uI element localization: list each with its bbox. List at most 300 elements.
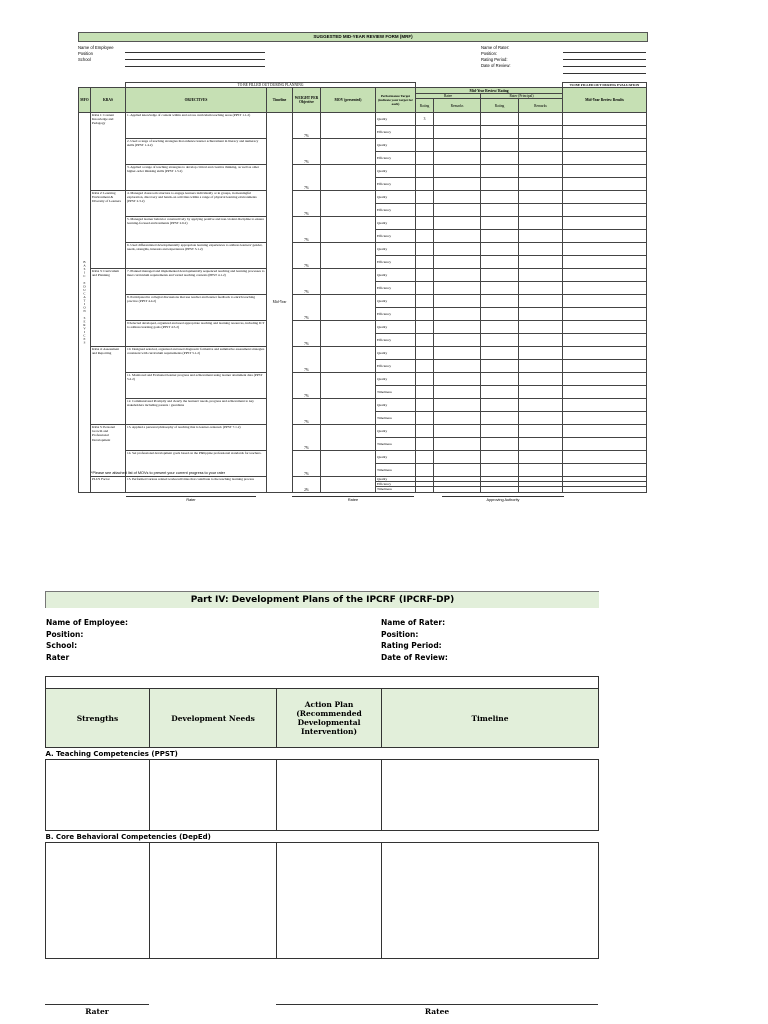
mov-cell[interactable] xyxy=(321,347,376,373)
remarks-cell[interactable] xyxy=(434,269,481,282)
remarks-cell[interactable] xyxy=(434,204,481,217)
remarks-cell[interactable] xyxy=(434,256,481,269)
dp-a-timeline-cell[interactable] xyxy=(382,760,599,831)
rating-cell[interactable] xyxy=(481,464,519,477)
remarks-cell[interactable] xyxy=(434,295,481,308)
remarks-cell[interactable] xyxy=(519,373,563,386)
remarks-cell[interactable] xyxy=(434,451,481,464)
metric-cell: Quality xyxy=(376,425,416,438)
rating-cell[interactable] xyxy=(481,386,519,399)
weight-cell: 7% xyxy=(293,321,321,347)
mov-cell[interactable] xyxy=(321,243,376,269)
rating-cell[interactable] xyxy=(481,373,519,386)
remarks-cell[interactable] xyxy=(434,243,481,256)
results-cell[interactable] xyxy=(563,126,647,139)
col-kras: KRAS xyxy=(91,88,126,113)
remarks-cell[interactable] xyxy=(434,152,481,165)
metric-cell: Timeliness xyxy=(376,386,416,399)
col-rater-rating: Rating xyxy=(481,99,519,113)
dp-col-strengths: Strengths xyxy=(46,689,150,748)
remarks-cell[interactable] xyxy=(519,139,563,152)
rating-cell[interactable] xyxy=(481,152,519,165)
dp-school-label: School: xyxy=(46,641,78,650)
remarks-cell[interactable] xyxy=(519,217,563,230)
rating-cell[interactable] xyxy=(481,360,519,373)
metric-cell: Quality xyxy=(376,295,416,308)
rating-cell[interactable] xyxy=(416,373,434,386)
col-rater-remarks: Remarks xyxy=(519,99,563,113)
weight-cell: 7% xyxy=(293,113,321,139)
col-mfo: MFO xyxy=(79,88,91,113)
remarks-cell[interactable] xyxy=(434,373,481,386)
mov-cell[interactable] xyxy=(321,191,376,217)
rating-cell[interactable] xyxy=(416,386,434,399)
school-field[interactable] xyxy=(125,66,265,67)
results-cell[interactable] xyxy=(563,425,647,438)
mov-cell[interactable] xyxy=(321,399,376,425)
dp-col-needs: Development Needs xyxy=(150,689,277,748)
metric-cell: Efficiency xyxy=(376,282,416,295)
table-row xyxy=(79,243,647,256)
metric-cell: Efficiency xyxy=(376,482,416,487)
remarks-cell[interactable] xyxy=(519,165,563,178)
remarks-cell[interactable] xyxy=(434,360,481,373)
metric-cell: Efficiency xyxy=(376,256,416,269)
remarks-cell[interactable] xyxy=(519,451,563,464)
weight-cell: 2% xyxy=(293,477,321,493)
rating-cell[interactable] xyxy=(481,230,519,243)
remarks-cell[interactable] xyxy=(519,399,563,412)
col-review: Mid-Year Review/ Rating xyxy=(416,88,563,94)
col-objectives: OBJECTIVES xyxy=(126,88,267,113)
metric-cell: Quality xyxy=(376,373,416,386)
table-row xyxy=(79,373,647,386)
results-cell[interactable] xyxy=(563,360,647,373)
rating-cell[interactable] xyxy=(416,438,434,451)
table-row xyxy=(79,321,647,334)
rating-cell[interactable] xyxy=(416,295,434,308)
objective-cell: 5. Managed learner behavior constructively by applying positive and non-violent discipline to ensure learning-focused environments (PPST 2.6.2) xyxy=(126,217,267,243)
weight-cell: 7% xyxy=(293,217,321,243)
results-cell[interactable] xyxy=(563,204,647,217)
rating-cell[interactable] xyxy=(481,113,519,126)
remarks-cell[interactable] xyxy=(434,282,481,295)
mov-cell[interactable] xyxy=(321,217,376,243)
col-timeline: Timeline xyxy=(267,88,293,113)
metric-cell: Efficiency xyxy=(376,178,416,191)
table-row xyxy=(79,295,647,308)
results-cell[interactable] xyxy=(563,269,647,282)
dp-ratee-signature: Ratee xyxy=(276,1004,598,1016)
table-row xyxy=(79,217,647,230)
remarks-cell[interactable] xyxy=(519,347,563,360)
kra-cell: KRA 4: Assessment and Reporting xyxy=(91,347,126,425)
rating-cell[interactable] xyxy=(416,139,434,152)
rating-cell[interactable] xyxy=(481,347,519,360)
rating-cell[interactable] xyxy=(481,139,519,152)
metric-cell: Quality xyxy=(376,477,416,482)
objective-cell: 15. Performed various related works/activities that contribute to the teaching learning process xyxy=(126,477,267,493)
rating-cell[interactable] xyxy=(416,178,434,191)
remarks-cell[interactable] xyxy=(434,139,481,152)
weight-cell: 7% xyxy=(293,295,321,321)
remarks-cell[interactable] xyxy=(434,347,481,360)
objective-cell: 13. Applied a personal philosophy of teaching that is learner-centered. (PPST 7.1.2) xyxy=(126,425,267,451)
weight-cell: 7% xyxy=(293,243,321,269)
metric-cell: Timeliness xyxy=(376,412,416,425)
metric-cell: Efficiency xyxy=(376,308,416,321)
remarks-cell[interactable] xyxy=(434,399,481,412)
remarks-cell[interactable] xyxy=(519,487,563,492)
rating-cell[interactable] xyxy=(416,230,434,243)
mov-cell[interactable] xyxy=(321,451,376,477)
rating-cell[interactable] xyxy=(416,308,434,321)
table-row xyxy=(79,269,647,282)
col-ratee-remarks: Remarks xyxy=(434,99,481,113)
remarks-cell[interactable] xyxy=(519,412,563,425)
metric-cell: Efficiency xyxy=(376,230,416,243)
rating-cell[interactable] xyxy=(481,308,519,321)
remarks-cell[interactable] xyxy=(519,113,563,126)
rating-cell[interactable] xyxy=(416,334,434,347)
weight-cell: 7% xyxy=(293,191,321,217)
mrf-title: SUGGESTED MID-YEAR REVIEW FORM (MRF) xyxy=(78,32,648,42)
position-field[interactable] xyxy=(125,59,265,60)
results-cell[interactable] xyxy=(563,373,647,386)
rating-cell[interactable] xyxy=(481,438,519,451)
rating-cell[interactable] xyxy=(481,243,519,256)
employee-name-field[interactable] xyxy=(125,52,265,53)
rating-cell[interactable] xyxy=(481,321,519,334)
remarks-cell[interactable] xyxy=(434,126,481,139)
dp-title: Part IV: Development Plans of the IPCRF (IPCRF-DP) xyxy=(45,591,599,608)
results-cell[interactable] xyxy=(563,451,647,464)
dp-rater-label: Rater xyxy=(46,652,70,662)
weight-cell: 7% xyxy=(293,425,321,451)
objective-cell: 12. Communicated Promptly and clearly the learners' needs, progress and achievement to key stakeholders including parents / guardians xyxy=(126,399,267,425)
dp-a-strengths-cell[interactable] xyxy=(46,760,150,831)
metric-cell: Quality xyxy=(376,139,416,152)
rating-cell[interactable] xyxy=(481,165,519,178)
metric-cell: Efficiency xyxy=(376,126,416,139)
results-cell[interactable] xyxy=(563,399,647,412)
rating-cell[interactable] xyxy=(416,126,434,139)
mrf-approving-signature: Approving Authority xyxy=(442,496,564,502)
rating-cell[interactable] xyxy=(481,451,519,464)
mrf-right-labels xyxy=(481,45,511,69)
weight-cell: 7% xyxy=(293,347,321,373)
mrf-right-fields xyxy=(563,47,646,74)
review-date-label: Date of Review: xyxy=(481,63,511,68)
kra-cell: KRA 2: Learning Environment & Diversity of Learners xyxy=(91,191,126,269)
rating-cell[interactable] xyxy=(481,269,519,282)
remarks-cell[interactable] xyxy=(519,243,563,256)
rating-cell[interactable] xyxy=(481,399,519,412)
review-date-field[interactable] xyxy=(563,73,646,74)
remarks-cell[interactable] xyxy=(434,321,481,334)
remarks-cell[interactable] xyxy=(519,360,563,373)
weight-cell: 7% xyxy=(293,269,321,295)
dp-b-action-cell[interactable] xyxy=(277,843,382,959)
mov-cell[interactable] xyxy=(321,165,376,191)
school-label: School xyxy=(78,57,91,62)
mrf-body xyxy=(79,113,647,493)
rater-position-label: Position: xyxy=(481,51,498,56)
timeline-cell: Mid-Year xyxy=(267,113,293,493)
remarks-cell[interactable] xyxy=(519,230,563,243)
rating-cell[interactable] xyxy=(416,412,434,425)
employee-name-label: Name of Employee xyxy=(78,45,114,50)
rating-cell[interactable] xyxy=(481,204,519,217)
weight-cell: 7% xyxy=(293,399,321,425)
mrf-rater-signature: Rater xyxy=(126,496,256,502)
rating-cell[interactable] xyxy=(481,425,519,438)
results-cell[interactable] xyxy=(563,321,647,334)
dp-col-action: Action Plan (Recommended Developmental Intervention) xyxy=(277,689,382,748)
mov-cell[interactable] xyxy=(321,113,376,139)
remarks-cell[interactable] xyxy=(519,191,563,204)
remarks-cell[interactable] xyxy=(519,126,563,139)
remarks-cell[interactable] xyxy=(434,113,481,126)
remarks-cell[interactable] xyxy=(434,487,481,492)
results-cell[interactable] xyxy=(563,243,647,256)
remarks-cell[interactable] xyxy=(519,178,563,191)
remarks-cell[interactable] xyxy=(434,308,481,321)
metric-cell: Timeliness xyxy=(376,438,416,451)
rating-cell[interactable] xyxy=(481,282,519,295)
rating-cell[interactable] xyxy=(416,451,434,464)
table-row xyxy=(79,139,647,152)
remarks-cell[interactable] xyxy=(434,191,481,204)
results-cell[interactable] xyxy=(563,438,647,451)
mrf-left-labels xyxy=(78,45,114,63)
remarks-cell[interactable] xyxy=(519,438,563,451)
rating-cell[interactable] xyxy=(481,412,519,425)
results-cell[interactable] xyxy=(563,178,647,191)
mov-cell[interactable] xyxy=(321,477,376,493)
mrf-table xyxy=(78,82,647,493)
dp-right-labels xyxy=(381,617,448,663)
remarks-cell[interactable] xyxy=(434,425,481,438)
rating-cell[interactable] xyxy=(481,217,519,230)
objective-cell: 4. Managed classroom structure to engage learners individually or in groups, in meaningful exploration, discovery and hands-on activities within a range of physical learning environments (PPST 2.3.2) xyxy=(126,191,267,217)
objective-cell: 1. Applied knowledge of content within and across curriculum teaching areas (PPST 1.1.2) xyxy=(126,113,267,139)
rating-cell[interactable] xyxy=(416,191,434,204)
remarks-cell[interactable] xyxy=(519,282,563,295)
results-cell[interactable] xyxy=(563,152,647,165)
kra-cell: PLUS Factor xyxy=(91,477,126,493)
dp-rater-position-label: Position: xyxy=(381,629,419,639)
dp-a-action-cell[interactable] xyxy=(277,760,382,831)
mov-cell[interactable] xyxy=(321,321,376,347)
metric-cell: Quality xyxy=(376,165,416,178)
mov-cell[interactable] xyxy=(321,269,376,295)
dp-section-b-row xyxy=(46,843,599,959)
results-cell[interactable] xyxy=(563,487,647,492)
objective-cell: 6. Used differentiated developmentally appropriate learning experiences to address learners' gender, needs, strengths, interests and experiences (PPST 3.1.2) xyxy=(126,243,267,269)
rating-period-field[interactable] xyxy=(563,66,646,67)
rating-cell[interactable] xyxy=(416,487,434,492)
table-row xyxy=(79,347,647,360)
results-cell[interactable] xyxy=(563,230,647,243)
dp-review-date-label: Date of Review: xyxy=(381,652,448,662)
dp-position-label: Position: xyxy=(46,629,84,639)
rating-cell[interactable] xyxy=(481,295,519,308)
remarks-cell[interactable] xyxy=(519,204,563,217)
results-cell[interactable] xyxy=(563,334,647,347)
rating-cell[interactable] xyxy=(481,256,519,269)
rating-cell[interactable] xyxy=(416,152,434,165)
remarks-cell[interactable] xyxy=(434,438,481,451)
metric-cell: Timeliness xyxy=(376,487,416,492)
results-cell[interactable] xyxy=(563,217,647,230)
remarks-cell[interactable] xyxy=(434,178,481,191)
kra-cell: KRA 3: Curriculum and Planning xyxy=(91,269,126,347)
rating-cell[interactable] xyxy=(416,269,434,282)
rating-cell[interactable] xyxy=(416,282,434,295)
rating-cell[interactable] xyxy=(416,256,434,269)
table-row xyxy=(79,165,647,178)
results-cell[interactable] xyxy=(563,191,647,204)
rating-cell[interactable] xyxy=(481,126,519,139)
mrf-left-fields xyxy=(125,47,265,67)
metric-cell: Quality xyxy=(376,347,416,360)
remarks-cell[interactable] xyxy=(519,386,563,399)
objective-cell: 7. Planned managed and implemented developmentally sequenced teaching and learning processes to meet curriculum requirements and varied teaching contexts (PPST 4.1.2) xyxy=(126,269,267,295)
remarks-cell[interactable] xyxy=(519,295,563,308)
results-cell[interactable] xyxy=(563,256,647,269)
results-cell[interactable] xyxy=(563,113,647,126)
mov-cell[interactable] xyxy=(321,373,376,399)
objective-cell: 9.Selected developed, organized and used appropriate teaching and learning resources, including ICT to address learning goals (PPST 4.5.2) xyxy=(126,321,267,347)
remarks-cell[interactable] xyxy=(519,152,563,165)
remarks-cell[interactable] xyxy=(434,412,481,425)
results-cell[interactable] xyxy=(563,282,647,295)
results-cell[interactable] xyxy=(563,464,647,477)
remarks-cell[interactable] xyxy=(519,334,563,347)
rating-cell[interactable] xyxy=(416,217,434,230)
rating-cell[interactable] xyxy=(481,334,519,347)
rating-cell[interactable] xyxy=(416,399,434,412)
dp-b-strengths-cell[interactable] xyxy=(46,843,150,959)
col-ratee: Ratee xyxy=(416,94,481,99)
rating-cell[interactable]: 3 xyxy=(416,113,434,126)
rating-cell[interactable] xyxy=(416,165,434,178)
col-target: Performance Target (indicate your target for each) xyxy=(376,88,416,113)
position-label: Position xyxy=(78,51,93,56)
weight-cell: 7% xyxy=(293,165,321,191)
remarks-cell[interactable] xyxy=(519,269,563,282)
objective-cell: 3. Applied a range of teaching strategies to develop critical and creative thinking, as well as other higher-order thinking skills (PPST 1.5.2) xyxy=(126,165,267,191)
col-ratee-rating: Rating xyxy=(416,99,434,113)
metric-cell: Quality xyxy=(376,269,416,282)
metric-cell: Quality xyxy=(376,321,416,334)
dp-a-needs-cell[interactable] xyxy=(150,760,277,831)
rating-period-label: Rating Period: xyxy=(481,57,508,62)
kra-cell: KRA 1: Content Knowledge and Pedagogy xyxy=(91,113,126,191)
col-mov: MOV (presented) xyxy=(321,88,376,113)
dp-top-blank xyxy=(46,677,599,689)
planning-banner: TO BE FILLED OUT DURING PLANNING xyxy=(126,83,416,88)
table-row xyxy=(79,425,647,438)
rating-cell[interactable] xyxy=(416,360,434,373)
rating-cell[interactable] xyxy=(481,487,519,492)
rater-name-field[interactable] xyxy=(563,52,646,53)
dp-section-a-row xyxy=(46,760,599,831)
objective-cell: 8. Participated in collegial discussions that use teacher and learner feedback to enrich teaching practice (PPST 4.4.2) xyxy=(126,295,267,321)
objective-cell: 2. Used a range of teaching strategies that enhance learner achievement in literacy and numeracy skills (PPST 1.4.2) xyxy=(126,139,267,165)
dp-section-a: A. Teaching Competencies (PPST) xyxy=(46,748,599,760)
metric-cell: Efficiency xyxy=(376,204,416,217)
rating-cell[interactable] xyxy=(416,321,434,334)
mov-cell[interactable] xyxy=(321,295,376,321)
rating-cell[interactable] xyxy=(416,347,434,360)
metric-cell: Quality xyxy=(376,217,416,230)
objective-cell: 11. Monitored and Evaluated learner progress and achievement using learner attainment data (PPST 5.2.2) xyxy=(126,373,267,399)
remarks-cell[interactable] xyxy=(434,386,481,399)
remarks-cell[interactable] xyxy=(519,464,563,477)
col-results: Mid-Year Review Results xyxy=(563,88,647,113)
rating-cell[interactable] xyxy=(416,464,434,477)
results-cell[interactable] xyxy=(563,295,647,308)
mrf-footnote: *Please see attached list of MOVs to present your current progress to your rater xyxy=(91,471,226,475)
dp-rating-period-label: Rating Period: xyxy=(381,641,442,650)
dp-b-needs-cell[interactable] xyxy=(150,843,277,959)
table-row xyxy=(79,113,647,126)
results-cell[interactable] xyxy=(563,412,647,425)
mov-cell[interactable] xyxy=(321,139,376,165)
rating-cell[interactable] xyxy=(416,425,434,438)
weight-cell: 7% xyxy=(293,139,321,165)
rating-cell[interactable] xyxy=(416,204,434,217)
rating-cell[interactable] xyxy=(481,191,519,204)
remarks-cell[interactable] xyxy=(434,230,481,243)
dp-b-timeline-cell[interactable] xyxy=(382,843,599,959)
rater-name-label: Name of Rater: xyxy=(481,45,510,50)
table-row xyxy=(79,451,647,464)
table-row xyxy=(79,399,647,412)
dp-left-labels xyxy=(46,617,128,663)
metric-cell: Efficiency xyxy=(376,360,416,373)
rater-position-field[interactable] xyxy=(563,59,646,60)
dp-employee-name-label: Name of Employee: xyxy=(46,618,128,627)
remarks-cell[interactable] xyxy=(519,256,563,269)
results-cell[interactable] xyxy=(563,139,647,152)
remarks-cell[interactable] xyxy=(434,217,481,230)
remarks-cell[interactable] xyxy=(434,334,481,347)
remarks-cell[interactable] xyxy=(519,321,563,334)
metric-cell: Quality xyxy=(376,399,416,412)
results-cell[interactable] xyxy=(563,347,647,360)
remarks-cell[interactable] xyxy=(519,308,563,321)
objective-cell: 14. Set professional development goals based on the Philippine professional standards for teachers. xyxy=(126,451,267,477)
remarks-cell[interactable] xyxy=(434,464,481,477)
col-weight: WEIGHT PER Objective xyxy=(293,88,321,113)
rating-cell[interactable] xyxy=(481,178,519,191)
remarks-cell[interactable] xyxy=(434,165,481,178)
rating-cell[interactable] xyxy=(416,243,434,256)
results-cell[interactable] xyxy=(563,165,647,178)
metric-cell: Quality xyxy=(376,191,416,204)
weight-cell: 7% xyxy=(293,373,321,399)
results-cell[interactable] xyxy=(563,308,647,321)
remarks-cell[interactable] xyxy=(519,425,563,438)
dp-header-row xyxy=(46,689,599,748)
objective-cell: 10. Designed selected, organized and used diagnostic formative and summative assessment strategies consistent with curriculum requirements (PPST 5.1.2) xyxy=(126,347,267,373)
metric-cell: Timeliness xyxy=(376,464,416,477)
mov-cell[interactable] xyxy=(321,425,376,451)
results-cell[interactable] xyxy=(563,386,647,399)
